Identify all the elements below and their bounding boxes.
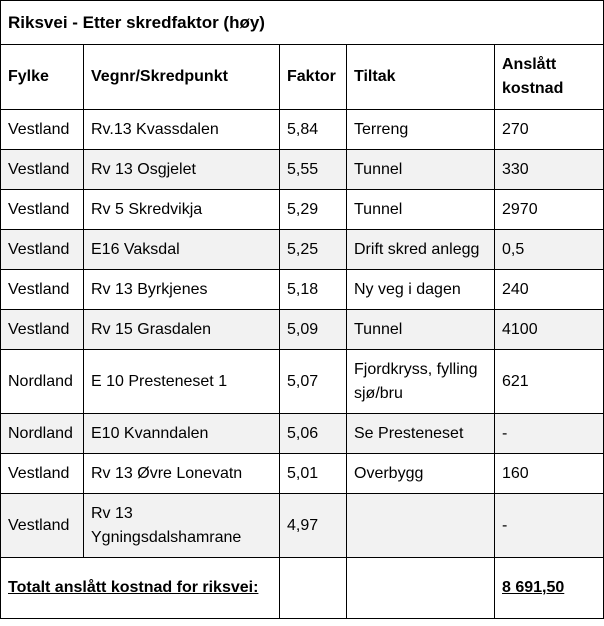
cell-vegnr: Rv.13 Kvassdalen	[84, 110, 280, 150]
cell-kostnad: 270	[495, 110, 604, 150]
total-row	[1, 558, 604, 619]
cell-kostnad: 330	[495, 150, 604, 190]
cell-tiltak: Terreng	[347, 110, 495, 150]
cell-tiltak: Fjordkryss, fylling sjø/bru	[347, 350, 495, 414]
cell-vegnr: E 10 Presteneset 1	[84, 350, 280, 414]
cell-faktor: 4,97	[280, 494, 347, 558]
table-row	[1, 494, 604, 558]
total-spacer-2	[347, 558, 495, 619]
col-header-tiltak: Tiltak	[347, 45, 495, 110]
col-header-vegnr: Vegnr/Skredpunkt	[84, 45, 280, 110]
table-row	[1, 454, 604, 494]
cell-vegnr: Rv 13 Osgjelet	[84, 150, 280, 190]
cell-tiltak: Tunnel	[347, 150, 495, 190]
cell-fylke: Vestland	[1, 110, 84, 150]
cell-fylke: Vestland	[1, 190, 84, 230]
cell-tiltak: Ny veg i dagen	[347, 270, 495, 310]
cell-vegnr: Rv 5 Skredvikja	[84, 190, 280, 230]
cell-fylke: Vestland	[1, 310, 84, 350]
cell-kostnad: -	[495, 414, 604, 454]
cell-faktor: 5,55	[280, 150, 347, 190]
cell-faktor: 5,09	[280, 310, 347, 350]
table-row	[1, 190, 604, 230]
cell-fylke: Vestland	[1, 150, 84, 190]
cell-vegnr: E16 Vaksdal	[84, 230, 280, 270]
cell-kostnad: 240	[495, 270, 604, 310]
table-row	[1, 270, 604, 310]
cell-vegnr: Rv 15 Grasdalen	[84, 310, 280, 350]
cell-fylke: Nordland	[1, 414, 84, 454]
table-row	[1, 150, 604, 190]
total-spacer-1	[280, 558, 347, 619]
total-label: Totalt anslått kostnad for riksvei:	[1, 558, 280, 619]
cell-vegnr: Rv 13 Byrkjenes	[84, 270, 280, 310]
cell-fylke: Vestland	[1, 454, 84, 494]
table-row	[1, 350, 604, 414]
cell-vegnr: Rv 13 Ygningsdalshamrane	[84, 494, 280, 558]
cell-faktor: 5,29	[280, 190, 347, 230]
cell-tiltak	[347, 494, 495, 558]
table-title: Riksvei - Etter skredfaktor (høy)	[1, 1, 604, 45]
header-row	[1, 45, 604, 110]
cell-kostnad: 621	[495, 350, 604, 414]
cell-faktor: 5,18	[280, 270, 347, 310]
cell-tiltak: Se Presteneset	[347, 414, 495, 454]
col-header-faktor: Faktor	[280, 45, 347, 110]
cell-fylke: Vestland	[1, 494, 84, 558]
cell-faktor: 5,07	[280, 350, 347, 414]
cell-faktor: 5,84	[280, 110, 347, 150]
cell-fylke: Nordland	[1, 350, 84, 414]
cell-faktor: 5,06	[280, 414, 347, 454]
cell-faktor: 5,25	[280, 230, 347, 270]
cell-vegnr: E10 Kvanndalen	[84, 414, 280, 454]
cell-tiltak: Tunnel	[347, 190, 495, 230]
total-value: 8 691,50	[495, 558, 604, 619]
cell-faktor: 5,01	[280, 454, 347, 494]
cell-tiltak: Overbygg	[347, 454, 495, 494]
cell-kostnad: 0,5	[495, 230, 604, 270]
col-header-fylke: Fylke	[1, 45, 84, 110]
cell-tiltak: Tunnel	[347, 310, 495, 350]
table-row	[1, 310, 604, 350]
cell-fylke: Vestland	[1, 230, 84, 270]
cell-vegnr: Rv 13 Øvre Lonevatn	[84, 454, 280, 494]
cell-kostnad: -	[495, 494, 604, 558]
title-row	[1, 1, 604, 45]
cell-tiltak: Drift skred anlegg	[347, 230, 495, 270]
cell-kostnad: 2970	[495, 190, 604, 230]
cell-kostnad: 160	[495, 454, 604, 494]
col-header-kostnad: Anslått kostnad	[495, 45, 604, 110]
table-row	[1, 230, 604, 270]
cell-kostnad: 4100	[495, 310, 604, 350]
cell-fylke: Vestland	[1, 270, 84, 310]
table-row	[1, 414, 604, 454]
table-row	[1, 110, 604, 150]
